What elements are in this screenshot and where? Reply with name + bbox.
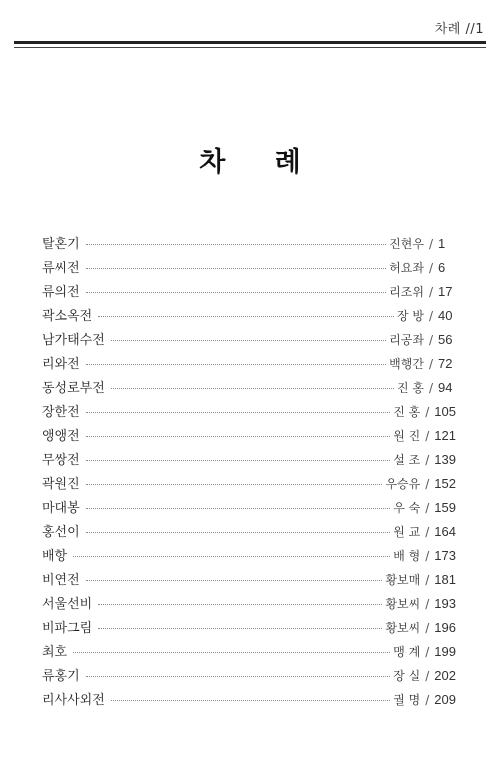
dot-leader xyxy=(86,436,391,437)
dot-leader xyxy=(86,244,386,245)
entry-page-number: 181 xyxy=(434,572,456,587)
entry-title: 앵앵전 xyxy=(42,429,80,444)
entry-title: 서울선비 xyxy=(42,597,93,612)
toc-entry xyxy=(42,281,456,305)
toc-entry xyxy=(42,545,456,569)
entry-title: 최호 xyxy=(42,645,68,660)
entry-author: 리공좌 xyxy=(389,333,424,347)
dot-leader xyxy=(86,412,391,413)
toc-entry xyxy=(42,665,456,689)
entry-title: 류씨전 xyxy=(42,261,80,276)
dot-leader xyxy=(86,460,391,461)
entry-title: 배항 xyxy=(42,549,68,564)
dot-leader xyxy=(73,556,390,557)
entry-title: 리사사외전 xyxy=(42,693,105,708)
entry-separator: / xyxy=(425,621,430,635)
running-head: 차례 //1 xyxy=(434,22,484,37)
entry-author: 장 실 xyxy=(393,669,421,683)
entry-author: 원 교 xyxy=(393,525,421,539)
toc-entry xyxy=(42,689,456,713)
dot-leader xyxy=(86,292,386,293)
entry-separator: / xyxy=(425,693,430,707)
entry-author: 황보씨 xyxy=(385,597,421,611)
entry-title: 탈혼기 xyxy=(42,237,80,252)
dot-leader xyxy=(111,700,390,701)
entry-separator: / xyxy=(425,597,430,611)
toc-entry xyxy=(42,401,456,425)
toc-entry xyxy=(42,233,456,257)
entry-title: 비연전 xyxy=(42,573,80,588)
toc-entry xyxy=(42,353,456,377)
entry-author: 황보씨 xyxy=(385,621,421,635)
entry-author: 원 진 xyxy=(393,429,421,443)
dot-leader xyxy=(86,268,386,269)
entry-page-number: 199 xyxy=(434,644,456,659)
dot-leader xyxy=(73,652,390,653)
entry-separator: / xyxy=(425,525,430,539)
entry-author: 배 형 xyxy=(393,549,421,563)
entry-page-number: 72 xyxy=(438,356,453,371)
entry-author: 장 방 xyxy=(396,309,424,323)
dot-leader xyxy=(111,340,386,341)
entry-page-number: 196 xyxy=(434,620,456,635)
toc-entry xyxy=(42,593,456,617)
entry-page-number: 202 xyxy=(434,668,456,683)
entry-separator: / xyxy=(428,333,433,347)
entry-separator: / xyxy=(425,501,430,515)
entry-author: 우승유 xyxy=(385,477,421,491)
entry-page-number: 105 xyxy=(434,404,456,419)
entry-author: 우 숙 xyxy=(393,501,421,515)
entry-author: 궐 명 xyxy=(393,693,421,707)
entry-separator: / xyxy=(425,645,430,659)
table-of-contents xyxy=(42,233,456,713)
entry-title: 동성로부전 xyxy=(42,381,105,396)
entry-page-number: 173 xyxy=(434,548,456,563)
toc-entry xyxy=(42,521,456,545)
entry-separator: / xyxy=(428,309,433,323)
toc-entry xyxy=(42,257,456,281)
toc-entry xyxy=(42,305,456,329)
entry-separator: / xyxy=(428,357,433,371)
entry-author: 리조위 xyxy=(389,285,424,299)
toc-entry xyxy=(42,425,456,449)
dot-leader xyxy=(98,628,382,629)
entry-page-number: 56 xyxy=(438,332,453,347)
entry-author: 허요좌 xyxy=(389,261,424,275)
toc-entry xyxy=(42,641,456,665)
entry-title: 무쌍전 xyxy=(42,453,80,468)
entry-separator: / xyxy=(428,261,433,275)
entry-separator: / xyxy=(425,669,430,683)
entry-page-number: 209 xyxy=(434,692,456,707)
entry-page-number: 6 xyxy=(438,260,446,275)
entry-separator: / xyxy=(425,549,430,563)
entry-author: 황보매 xyxy=(385,573,421,587)
dot-leader xyxy=(86,508,391,509)
entry-title: 류의전 xyxy=(42,285,80,300)
toc-entry xyxy=(42,329,456,353)
dot-leader xyxy=(86,532,391,533)
entry-separator: / xyxy=(425,477,430,491)
entry-title: 마대봉 xyxy=(42,501,80,516)
entry-page-number: 40 xyxy=(438,308,453,323)
entry-page-number: 193 xyxy=(434,596,456,611)
dot-leader xyxy=(86,364,386,365)
entry-author: 진 홍 xyxy=(396,381,424,395)
entry-separator: / xyxy=(425,573,430,587)
page-title: 차 례 xyxy=(199,147,321,178)
entry-title: 남가태수전 xyxy=(42,333,105,348)
entry-title: 리와전 xyxy=(42,357,80,372)
entry-title: 비파그림 xyxy=(42,621,93,636)
entry-title: 류홍기 xyxy=(42,669,80,684)
entry-separator: / xyxy=(425,429,430,443)
entry-page-number: 94 xyxy=(438,380,453,395)
entry-page-number: 121 xyxy=(434,428,456,443)
entry-separator: / xyxy=(428,237,433,251)
entry-separator: / xyxy=(425,453,430,467)
dot-leader xyxy=(98,316,394,317)
entry-title: 홍선이 xyxy=(42,525,80,540)
toc-entry xyxy=(42,473,456,497)
dot-leader xyxy=(111,388,394,389)
entry-title: 장한전 xyxy=(42,405,80,420)
dot-leader xyxy=(98,604,382,605)
entry-author: 설 조 xyxy=(393,453,421,467)
entry-author: 맹 계 xyxy=(393,645,421,659)
entry-page-number: 1 xyxy=(438,236,446,251)
entry-separator: / xyxy=(425,405,430,419)
toc-entry xyxy=(42,449,456,473)
toc-entry xyxy=(42,497,456,521)
entry-title: 곽소옥전 xyxy=(42,309,93,324)
entry-page-number: 159 xyxy=(434,500,456,515)
entry-separator: / xyxy=(428,285,433,299)
header-rule-thick xyxy=(14,41,486,44)
entry-page-number: 152 xyxy=(434,476,456,491)
entry-page-number: 164 xyxy=(434,524,456,539)
toc-entry xyxy=(42,617,456,641)
dot-leader xyxy=(86,676,391,677)
entry-author: 진 홍 xyxy=(393,405,421,419)
dot-leader xyxy=(86,580,383,581)
entry-author: 백행간 xyxy=(389,357,424,371)
toc-entry xyxy=(42,377,456,401)
header-rule-thin xyxy=(14,47,486,48)
toc-entry xyxy=(42,569,456,593)
entry-page-number: 17 xyxy=(438,284,453,299)
entry-title: 곽원진 xyxy=(42,477,80,492)
entry-author: 진현우 xyxy=(389,237,424,251)
dot-leader xyxy=(86,484,383,485)
entry-page-number: 139 xyxy=(434,452,456,467)
entry-separator: / xyxy=(428,381,433,395)
